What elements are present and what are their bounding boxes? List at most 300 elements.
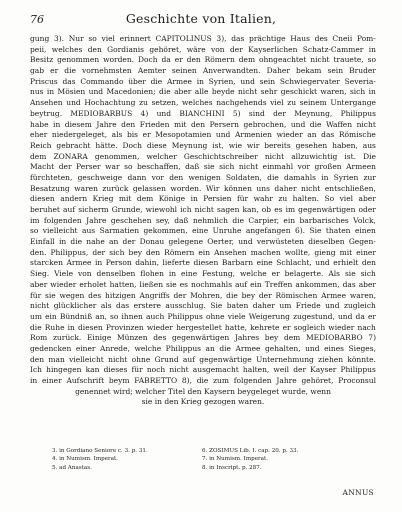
word: niedergeleget,	[51, 130, 108, 140]
word: prächtige	[249, 34, 286, 43]
word: 4)	[140, 108, 149, 118]
running-title: Geschichte von Italien,	[125, 11, 277, 26]
word: mit	[339, 247, 353, 257]
word: einer	[41, 376, 62, 385]
word: Soldaten,	[225, 172, 262, 182]
page-number: 76	[30, 13, 44, 26]
text-line	[30, 173, 376, 184]
word: Sieg.	[30, 269, 50, 279]
word: sagen	[217, 205, 240, 214]
word: ich	[180, 205, 192, 214]
word: war	[105, 162, 120, 172]
word: sich	[349, 87, 366, 97]
word: so	[88, 34, 97, 43]
text-line	[30, 184, 376, 195]
footnote: 8. in Inscript. p. 287.	[202, 464, 262, 471]
word: sich	[219, 162, 235, 172]
word: über	[128, 76, 146, 86]
word: Münzen	[116, 333, 148, 343]
word: sey,	[155, 215, 170, 225]
word: nicht	[264, 151, 285, 161]
word: Besitz	[30, 55, 54, 65]
word: der	[122, 237, 136, 247]
text-line	[30, 226, 376, 237]
word: gedencken	[30, 343, 72, 353]
word: ein	[45, 311, 57, 321]
text-line	[30, 109, 376, 120]
word: Proconsul	[338, 376, 376, 385]
word: den	[30, 354, 45, 364]
word: nicht	[238, 162, 259, 172]
word: peii,	[30, 44, 47, 54]
word: für	[236, 194, 249, 204]
word: das	[116, 301, 130, 311]
word: sein	[259, 76, 276, 86]
word: bereits	[264, 140, 291, 150]
word: Friede	[295, 301, 321, 311]
word: nicht	[108, 354, 128, 364]
word: Kayser	[310, 365, 337, 375]
word: Armee	[66, 258, 92, 268]
word: Mösien	[57, 87, 86, 97]
word: Persien	[203, 194, 232, 204]
word: Commando	[80, 76, 124, 86]
word: waren	[74, 183, 98, 193]
text-line	[30, 237, 376, 248]
word: ohne	[205, 311, 225, 321]
word: wäre	[186, 44, 206, 54]
word: und	[337, 311, 353, 321]
word: Besatzung	[30, 183, 70, 193]
word: in	[196, 76, 204, 86]
text-line	[30, 376, 376, 387]
word: Jahre	[86, 215, 107, 225]
word: das	[62, 76, 76, 86]
word: großen	[314, 162, 342, 172]
word: beschaffen,	[137, 162, 181, 172]
word: den	[186, 55, 201, 65]
word: von	[211, 44, 225, 54]
word: Ansehen	[30, 98, 63, 108]
word: nochmahls	[191, 279, 233, 289]
text-line	[30, 152, 376, 163]
page-header	[30, 10, 372, 30]
word: so	[30, 226, 39, 236]
word: Anverwandten.	[202, 66, 261, 76]
word: diesen	[30, 194, 55, 204]
word: Doch	[122, 140, 143, 150]
word: zurück	[102, 183, 129, 193]
word: an	[307, 130, 317, 140]
word: Grund	[154, 354, 179, 364]
word: sein	[327, 66, 344, 76]
word: und	[240, 76, 255, 86]
word: Cneii	[332, 34, 353, 43]
word: Philippus	[340, 108, 376, 118]
word: in	[53, 119, 61, 129]
word: zugestund,	[293, 311, 335, 321]
text-line	[30, 55, 376, 66]
word: sogleich	[293, 322, 326, 332]
word: sie	[166, 279, 177, 289]
word: Einige	[86, 333, 112, 343]
word: ziehen	[318, 354, 344, 364]
word: sie	[344, 269, 356, 279]
word: wegen	[59, 290, 85, 300]
text-line	[30, 280, 376, 291]
word: geschehen	[110, 215, 152, 225]
word: waren,	[349, 290, 376, 300]
word: und	[215, 130, 231, 140]
word: Die	[363, 151, 376, 161]
word: diesen	[78, 322, 103, 332]
word: Anrede,	[100, 343, 130, 353]
word: beym	[108, 376, 130, 385]
word: wie	[228, 140, 243, 150]
word: sich	[109, 247, 125, 257]
word: Römern	[204, 55, 235, 65]
footnotes	[52, 447, 352, 472]
word: aus	[362, 140, 376, 150]
word: und	[325, 301, 340, 311]
text-line	[30, 120, 376, 131]
word: Bündniß	[59, 311, 93, 321]
word: von	[78, 269, 92, 279]
word: Perser	[76, 162, 101, 172]
word: Meynung	[171, 140, 208, 150]
word: ist.	[344, 151, 357, 161]
word: ob	[261, 205, 272, 214]
word: und	[315, 258, 330, 268]
word: daß	[185, 162, 200, 172]
word: Unruhe	[212, 226, 242, 236]
word: Armenien	[234, 130, 272, 140]
word: Person	[105, 258, 132, 268]
word: des	[88, 290, 102, 300]
word: wieder	[146, 322, 173, 332]
word: den	[169, 172, 184, 182]
word: mit	[118, 194, 132, 204]
word: Schlacht,	[276, 258, 312, 268]
word: bis	[126, 130, 139, 140]
word: Aufschrift	[66, 376, 105, 385]
word: aber	[30, 279, 48, 289]
text-line	[30, 258, 376, 269]
word: auf	[235, 279, 248, 289]
word: diese	[146, 140, 167, 150]
word: mit	[173, 119, 187, 129]
word: Kayserlichen	[248, 44, 298, 54]
word: 7)	[368, 333, 376, 343]
word: ohngeachtet	[258, 55, 307, 65]
word: Als	[328, 269, 341, 279]
word: Philippus	[340, 365, 376, 375]
word: starcken	[30, 258, 63, 268]
word: könnte.	[347, 354, 376, 364]
word: welche	[239, 269, 267, 279]
word: nicht	[30, 301, 50, 311]
word: 5)	[232, 108, 241, 118]
word: nahe	[86, 237, 105, 247]
text-line	[30, 291, 376, 302]
word: wollte,	[284, 247, 311, 257]
text-line	[30, 365, 376, 376]
word: Frieden	[139, 119, 170, 129]
word: Grunde,	[111, 205, 143, 214]
word: daher	[274, 183, 297, 193]
text-line	[30, 301, 376, 312]
word: das	[231, 34, 245, 43]
word: Oerter,	[207, 237, 235, 247]
word: beruhet	[30, 205, 60, 214]
body-text	[30, 34, 376, 408]
word: das	[342, 279, 356, 289]
word: folgenden	[233, 376, 272, 385]
word: ausschlug.	[165, 301, 206, 311]
word: Sarmatien	[99, 226, 140, 236]
text-line	[30, 248, 376, 259]
word: das	[321, 130, 335, 140]
word: und	[305, 343, 320, 353]
word: hatten,	[109, 279, 137, 289]
word: gebracht	[56, 140, 91, 150]
word: seinem	[299, 98, 327, 108]
text-line	[30, 66, 376, 77]
word: ein	[198, 247, 211, 257]
word: gegenwärtigen	[298, 205, 356, 214]
word: seinen	[171, 66, 197, 76]
word: im	[285, 205, 296, 214]
word: worden.	[103, 55, 135, 65]
word: vielleicht	[69, 354, 104, 364]
word: Mohren,	[190, 290, 223, 300]
footnote: 6. ZOSIMUS Lib. I. cap. 20. p. 33.	[202, 448, 299, 454]
word: er	[271, 269, 280, 279]
word: ohne	[131, 354, 151, 364]
word: in	[30, 376, 38, 385]
word: welches	[51, 44, 83, 54]
word: nicht	[301, 183, 321, 193]
word: thaten	[325, 226, 351, 236]
word: hergestellet	[176, 322, 222, 332]
word: eines	[324, 343, 345, 353]
word: die	[219, 343, 231, 353]
word: Philippus	[167, 311, 203, 321]
word: Donau	[139, 237, 165, 247]
word: kan	[85, 365, 100, 375]
word: machen	[250, 247, 281, 257]
word: nus	[30, 87, 44, 97]
word: viel	[270, 98, 284, 108]
word: erhielt	[333, 258, 359, 268]
word: Unternehmung	[256, 354, 314, 364]
text-line	[30, 333, 376, 344]
word: den	[121, 119, 136, 129]
word: Sie	[210, 301, 223, 311]
word: alle	[194, 87, 209, 97]
word: und	[290, 119, 306, 129]
word: dem	[136, 194, 154, 204]
word: Weigerung	[248, 311, 290, 321]
word: gelassen	[132, 183, 166, 193]
word: geschickt	[280, 87, 318, 97]
word: Jahre	[96, 119, 117, 129]
word: sind	[248, 108, 265, 118]
word: Könige	[158, 194, 186, 204]
word: ausgemacht	[192, 365, 239, 375]
word: Doch	[138, 55, 158, 65]
word: welcher	[146, 151, 177, 161]
footnote: 7. in Numism. Imperat.	[202, 456, 269, 463]
word: Reich	[30, 140, 52, 150]
word: entschließen,	[324, 183, 376, 193]
footnote-row	[52, 455, 352, 463]
word: für	[131, 365, 143, 375]
word: CAPITOLINUS	[155, 34, 212, 43]
word: Festung,	[202, 269, 236, 279]
text-line	[30, 77, 376, 88]
word: des	[314, 34, 328, 43]
word: gieng	[314, 247, 336, 257]
word: gegenwärtige	[199, 354, 252, 364]
word: genommen,	[94, 151, 140, 161]
word: einen	[354, 226, 376, 236]
word: so	[110, 311, 119, 321]
word: dieses	[103, 365, 128, 375]
word: erinnert	[119, 34, 151, 43]
word: des	[153, 333, 167, 343]
word: vor	[297, 162, 310, 172]
word: gab	[30, 66, 45, 76]
word: Rom	[30, 333, 48, 343]
word: welche	[134, 343, 162, 353]
text-line	[30, 355, 376, 366]
word: bey	[264, 333, 279, 343]
word: Ansehen	[214, 247, 247, 257]
word: nicht	[169, 365, 189, 375]
word: So	[324, 194, 335, 204]
word: eine	[256, 258, 273, 268]
word: genommen	[57, 55, 100, 65]
word: Syrien,	[208, 76, 236, 86]
word: kan,	[242, 205, 259, 214]
word: Waffen	[325, 119, 353, 129]
word: hitzigen	[105, 290, 136, 300]
text-line	[30, 34, 376, 45]
word: waren,	[320, 87, 347, 97]
word: in	[58, 237, 67, 247]
word: hätte.	[95, 140, 118, 150]
word: MEDIOBARBUS	[70, 108, 133, 118]
word: aber	[174, 87, 192, 97]
word: der	[92, 247, 106, 257]
word: nehmlich	[192, 215, 228, 225]
word: welches	[182, 98, 213, 108]
text-line	[30, 45, 376, 56]
word: barbarisches	[299, 215, 349, 225]
word: an	[109, 237, 119, 247]
word: aber	[358, 279, 376, 289]
text-line	[30, 344, 376, 355]
text-line	[30, 162, 376, 173]
word: bekam	[296, 66, 322, 76]
word: aber	[358, 194, 376, 204]
word: vielleicht	[42, 226, 78, 236]
word: und	[238, 237, 253, 247]
word: Macedonien;	[106, 87, 156, 97]
word: ankommen,	[295, 279, 340, 289]
word: der	[258, 290, 272, 300]
word: vornehmsten	[82, 66, 132, 76]
word: einer	[75, 343, 96, 353]
word: beyde	[211, 87, 235, 97]
word: zur	[363, 172, 376, 182]
word: Geschichtschreiber	[183, 151, 258, 161]
word: zu	[139, 98, 148, 108]
word: er	[50, 66, 59, 76]
word: nachgehends	[216, 98, 267, 108]
word: die	[226, 290, 238, 300]
word: daher	[252, 301, 275, 311]
word: nicht	[310, 55, 330, 65]
word: fürchteten,	[30, 172, 73, 182]
word: sie	[44, 290, 56, 300]
word: folgenden	[43, 215, 82, 225]
word: Treffen	[264, 279, 293, 289]
word: der	[58, 162, 72, 172]
word: belagerte.	[284, 269, 324, 279]
word: ZONARA	[53, 151, 88, 161]
word: viel	[101, 34, 115, 43]
footnote: 4. in Numism. Imperat.	[52, 456, 119, 463]
word: gesehen	[295, 140, 328, 150]
word: Meynung,	[294, 108, 333, 118]
word: Syrien	[333, 172, 359, 182]
text-line-content: genennet wird; welcher Titel den Kaysern beygeleget wurde, wenn	[75, 386, 331, 396]
word: als	[111, 130, 123, 140]
word: angefangen	[245, 226, 291, 236]
word: um	[279, 301, 292, 311]
word: er	[282, 322, 291, 332]
word: hatte,	[224, 322, 248, 332]
word: die	[196, 376, 209, 385]
word: eher	[30, 130, 48, 140]
word: wir	[246, 140, 260, 150]
word: den	[87, 44, 102, 54]
word: Armee	[321, 290, 347, 300]
word: Persern	[209, 119, 239, 129]
footnote: 5. ad Anastas.	[52, 464, 92, 471]
word: Macht	[30, 162, 55, 172]
word: Einfall	[30, 237, 55, 247]
word: diesen	[193, 258, 219, 268]
word: einmahl	[262, 162, 294, 172]
word: in	[368, 44, 376, 54]
word: wieder	[276, 130, 303, 140]
word: als	[100, 301, 112, 311]
word: geschweige	[77, 172, 123, 182]
word: Philippus	[165, 343, 202, 353]
word: Gordianis	[107, 44, 144, 54]
footnote: 3. in Gordiano Seniore c. 3. p. 31.	[52, 448, 148, 454]
word: Römische	[338, 130, 376, 140]
word: Schwiegervater	[279, 76, 340, 86]
word: wiewohl	[145, 205, 178, 214]
word: sich	[360, 269, 376, 279]
word: MEDIOBARBO	[305, 333, 363, 343]
word: gung	[30, 34, 50, 43]
word: Hochachtung	[84, 98, 136, 108]
